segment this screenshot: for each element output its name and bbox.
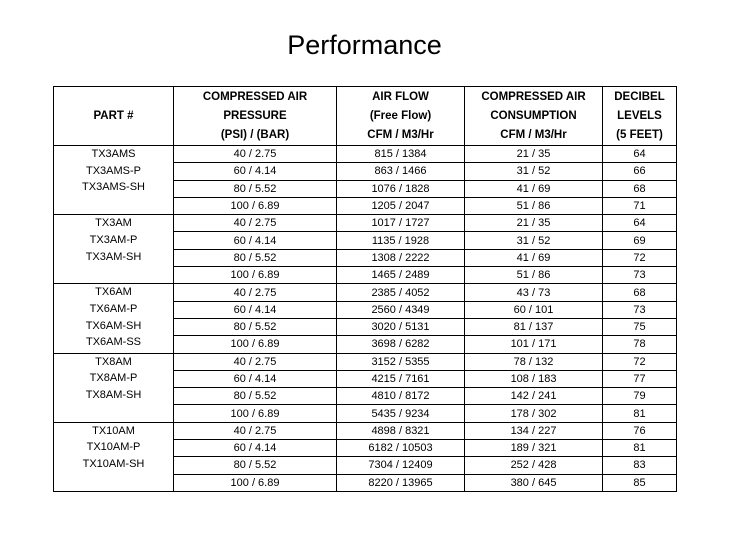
decibel-cell: 78 (603, 336, 677, 353)
consumption-cell: 41 / 69 (465, 249, 603, 266)
header-pressure (174, 87, 337, 146)
header-consumption (465, 87, 603, 146)
header-part (54, 87, 174, 146)
airflow-cell: 4215 / 7161 (337, 370, 465, 387)
header-airflow (337, 87, 465, 146)
pressure-cell: 40 / 2.75 (174, 353, 337, 370)
header-decibel-line: (5 FEET) (616, 128, 663, 141)
table-row (54, 284, 677, 301)
pressure-cell: 60 / 4.14 (174, 163, 337, 180)
part-number: TX3AM-SH (85, 250, 142, 263)
consumption-cell: 108 / 183 (465, 370, 603, 387)
table-body (54, 146, 677, 492)
pressure-cell: 100 / 6.89 (174, 405, 337, 422)
airflow-cell: 1017 / 1727 (337, 215, 465, 232)
airflow-cell: 7304 / 12409 (337, 457, 465, 474)
header-airflow-line: AIR FLOW (372, 90, 429, 103)
part-number: TX8AM-SH (85, 388, 142, 401)
part-number-cell (54, 422, 174, 491)
airflow-cell: 4898 / 8321 (337, 422, 465, 439)
consumption-cell: 380 / 645 (465, 474, 603, 491)
airflow-cell: 2560 / 4349 (337, 301, 465, 318)
part-number: TX3AM (95, 217, 132, 230)
header-pressure-line: COMPRESSED AIR (202, 90, 308, 103)
part-number: TX3AMS-SH (82, 181, 145, 194)
airflow-cell: 1465 / 2489 (337, 267, 465, 284)
consumption-cell: 134 / 227 (465, 422, 603, 439)
decibel-cell: 64 (603, 215, 677, 232)
decibel-cell: 77 (603, 370, 677, 387)
header-pressure-line: PRESSURE (223, 109, 287, 122)
performance-table (53, 86, 677, 492)
table-row (54, 146, 677, 163)
header-consumption-line: CFM / M3/Hr (500, 128, 567, 141)
part-number: TX10AM-SH (82, 458, 145, 471)
header-decibel-line: LEVELS (617, 109, 662, 122)
airflow-cell: 815 / 1384 (337, 146, 465, 163)
pressure-cell: 100 / 6.89 (174, 197, 337, 214)
part-number: TX10AM (92, 424, 135, 437)
decibel-cell: 68 (603, 284, 677, 301)
decibel-cell: 83 (603, 457, 677, 474)
pressure-cell: 80 / 5.52 (174, 249, 337, 266)
header-consumption-line: CONSUMPTION (490, 109, 577, 122)
part-number: TX6AM-SH (85, 319, 142, 332)
pressure-cell: 80 / 5.52 (174, 457, 337, 474)
consumption-cell: 189 / 321 (465, 440, 603, 457)
pressure-cell: 80 / 5.52 (174, 388, 337, 405)
table-row (54, 215, 677, 232)
part-number: TX8AM (95, 355, 132, 368)
decibel-cell: 76 (603, 422, 677, 439)
decibel-cell: 64 (603, 146, 677, 163)
decibel-cell: 75 (603, 318, 677, 335)
decibel-cell: 68 (603, 180, 677, 197)
consumption-cell: 43 / 73 (465, 284, 603, 301)
airflow-cell: 2385 / 4052 (337, 284, 465, 301)
decibel-cell: 71 (603, 197, 677, 214)
airflow-cell: 6182 / 10503 (337, 440, 465, 457)
airflow-cell: 3698 / 6282 (337, 336, 465, 353)
consumption-cell: 21 / 35 (465, 146, 603, 163)
header-decibel (603, 87, 677, 146)
consumption-cell: 142 / 241 (465, 388, 603, 405)
header-decibel-line: DECIBEL (614, 90, 665, 103)
airflow-cell: 3020 / 5131 (337, 318, 465, 335)
consumption-cell: 31 / 52 (465, 163, 603, 180)
pressure-cell: 40 / 2.75 (174, 146, 337, 163)
decibel-cell: 73 (603, 301, 677, 318)
consumption-cell: 78 / 132 (465, 353, 603, 370)
consumption-cell: 178 / 302 (465, 405, 603, 422)
part-number: TX6AM-P (89, 303, 138, 316)
airflow-cell: 1205 / 2047 (337, 197, 465, 214)
part-number: TX8AM-P (89, 372, 138, 385)
consumption-cell: 31 / 52 (465, 232, 603, 249)
part-number-cell (54, 284, 174, 353)
pressure-cell: 60 / 4.14 (174, 440, 337, 457)
pressure-cell: 100 / 6.89 (174, 267, 337, 284)
header-airflow-line: CFM / M3/Hr (367, 128, 434, 141)
pressure-cell: 80 / 5.52 (174, 180, 337, 197)
part-number: TX10AM-P (86, 441, 141, 454)
header-airflow-line: (Free Flow) (369, 109, 432, 122)
consumption-cell: 60 / 101 (465, 301, 603, 318)
decibel-cell: 72 (603, 353, 677, 370)
part-number-cell (54, 215, 174, 284)
pressure-cell: 40 / 2.75 (174, 284, 337, 301)
part-number: TX3AMS (91, 148, 136, 160)
airflow-cell: 1135 / 1928 (337, 232, 465, 249)
airflow-cell: 1076 / 1828 (337, 180, 465, 197)
decibel-cell: 69 (603, 232, 677, 249)
consumption-cell: 51 / 86 (465, 267, 603, 284)
part-number: TX3AMS-P (85, 164, 141, 177)
consumption-cell: 51 / 86 (465, 197, 603, 214)
part-number-cell (54, 353, 174, 422)
part-number: TX6AM (95, 286, 132, 299)
consumption-cell: 252 / 428 (465, 457, 603, 474)
airflow-cell: 8220 / 13965 (337, 474, 465, 491)
airflow-cell: 4810 / 8172 (337, 388, 465, 405)
decibel-cell: 81 (603, 405, 677, 422)
part-number: TX3AM-P (89, 233, 138, 246)
header-part-line: PART # (93, 109, 134, 122)
airflow-cell: 5435 / 9234 (337, 405, 465, 422)
part-number: TX6AM-SS (85, 336, 141, 349)
pressure-cell: 100 / 6.89 (174, 474, 337, 491)
header-consumption-line: COMPRESSED AIR (481, 90, 586, 103)
airflow-cell: 1308 / 2222 (337, 249, 465, 266)
pressure-cell: 80 / 5.52 (174, 318, 337, 335)
consumption-cell: 41 / 69 (465, 180, 603, 197)
page-title: Performance (287, 30, 442, 60)
table-row (54, 353, 677, 370)
pressure-cell: 60 / 4.14 (174, 301, 337, 318)
decibel-cell: 73 (603, 267, 677, 284)
header-pressure-line: (PSI) / (BAR) (220, 128, 290, 141)
pressure-cell: 40 / 2.75 (174, 422, 337, 439)
part-number-cell (54, 146, 174, 215)
header-row (54, 87, 677, 146)
decibel-cell: 72 (603, 249, 677, 266)
airflow-cell: 863 / 1466 (337, 163, 465, 180)
decibel-cell: 85 (603, 474, 677, 491)
airflow-cell: 3152 / 5355 (337, 353, 465, 370)
consumption-cell: 101 / 171 (465, 336, 603, 353)
consumption-cell: 21 / 35 (465, 215, 603, 232)
pressure-cell: 60 / 4.14 (174, 232, 337, 249)
pressure-cell: 60 / 4.14 (174, 370, 337, 387)
consumption-cell: 81 / 137 (465, 318, 603, 335)
decibel-cell: 81 (603, 440, 677, 457)
decibel-cell: 79 (603, 388, 677, 405)
pressure-cell: 40 / 2.75 (174, 215, 337, 232)
table-header (54, 87, 677, 146)
table-row (54, 422, 677, 439)
decibel-cell: 66 (603, 163, 677, 180)
pressure-cell: 100 / 6.89 (174, 336, 337, 353)
